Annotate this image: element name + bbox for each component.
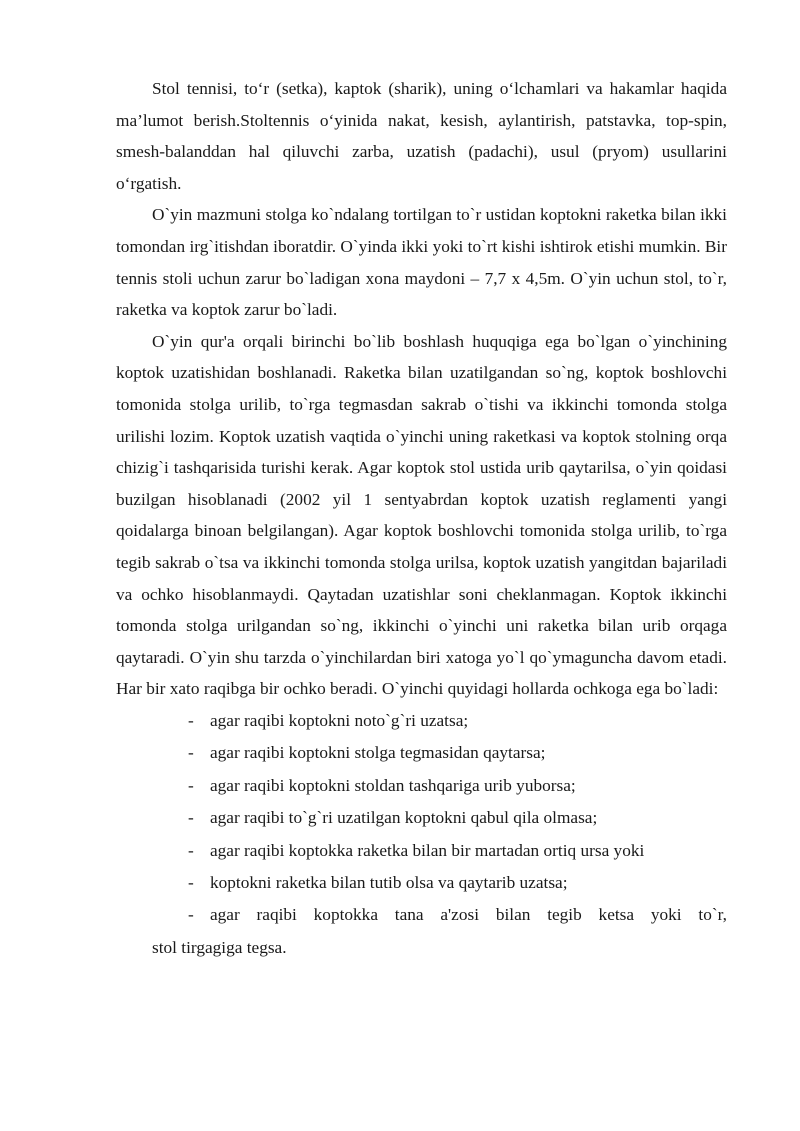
list-item [116,737,727,769]
list-item [116,867,727,899]
list-item [116,835,727,867]
list-item-text: agar raqibi koptokka tana a'zosi bilan tegib ketsa yoki to`r, [210,905,727,925]
paragraph-game-content: O`yin mazmuni stolga ko`ndalang tortilgan to`r ustidan koptokni raketka bilan ikki tomondan irg`itishdan iboratdir. O`yinda ikki yoki to`rt kishi ishtirok etishi mumkin. Bir tennis stoli uchun zarur bo`ladigan xona maydoni – 7,7 x 4,5m. O`yin uchun stol, to`r, raketka va koptok zarur bo`ladi. [116,205,727,320]
list-item [116,705,727,737]
list-item-continuation: stol tirgagiga tegsa. [152,937,287,957]
list-item [116,802,727,834]
list-item-text: agar raqibi koptokni noto`g`ri uzatsa; [210,710,469,730]
list-item [116,770,727,802]
list-item-line [116,899,727,931]
list-dash: - [188,840,194,860]
document-body [116,73,727,964]
list-item-text: agar raqibi to`g`ri uzatilgan koptokni qabul qila olmasa; [210,808,598,828]
list-dash: - [188,743,194,763]
list-item-text: agar raqibi koptokni stoldan tashqariga urib yuborsa; [210,775,576,795]
list-item-text: agar raqibi koptokka raketka bilan bir martadan ortiq ursa yoki [210,840,645,860]
list-dash: - [188,808,194,828]
list-item [116,899,727,964]
list-dash: - [188,905,194,925]
scoring-rules-list [116,705,727,964]
paragraph-game-rules: O`yin qur'a orqali birinchi bo`lib boshlash huquqiga ega bo`lgan o`yinchining koptok uzatishidan boshlanadi. Raketka bilan uzatilgandan so`ng, koptok boshlovchi tomonida stolga urilib, to`rga tegmasdan sakrab o`tishi va ikkinchi tomonda stolga urilishi lozim. Koptok uzatish vaqtida o`yinchi uning raketkasi va koptok stolning orqa chizig`i tashqarisida turishi kerak. Agar koptok stol ustida urib qaytarilsa, o`yin qoidasi buzilgan hisoblanadi (2002 yil 1 sentyabrdan koptok uzatish reglamenti yangi qoidalarga binoan belgilangan). Agar koptok boshlovchi tomonida stolga urilib, to`rga tegib sakrab o`tsa va ikkinchi tomonda stolga urilsa, koptok uzatish yangitdan bajariladi va ochko hisoblanmaydi. Qaytadan uzatishlar soni cheklanmagan. Koptok ikkinchi tomonda stolga urilgandan so`ng, ikkinchi o`yinchi uni raketka bilan urib orqaga qaytaradi. O`yin shu tarzda o`yinchilardan biri xatoga yo`l qo`ymaguncha davom etadi. Har bir xato raqibga bir ochko beradi. O`yinchi quyidagi hollarda ochkoga ega bo`ladi: [116,331,727,699]
list-item-text: agar raqibi koptokni stolga tegmasidan qaytarsa; [210,743,546,763]
list-item-text: koptokni raketka bilan tutib olsa va qaytarib uzatsa; [210,872,568,892]
list-dash: - [188,775,194,795]
list-dash: - [188,710,194,730]
paragraph-intro: Stol tennisi, to‘r (setka), kaptok (sharik), uning o‘lchamlari va hakamlar haqida ma’lumot berish.Stoltennis o‘yinida nakat, kesish, aylantirish, patstavka, top-spin, smesh-balanddan hal qiluvchi zarba, uzatish (padachi), usul (pryom) usullarini o‘rgatish. [116,79,727,193]
list-dash: - [188,872,194,892]
